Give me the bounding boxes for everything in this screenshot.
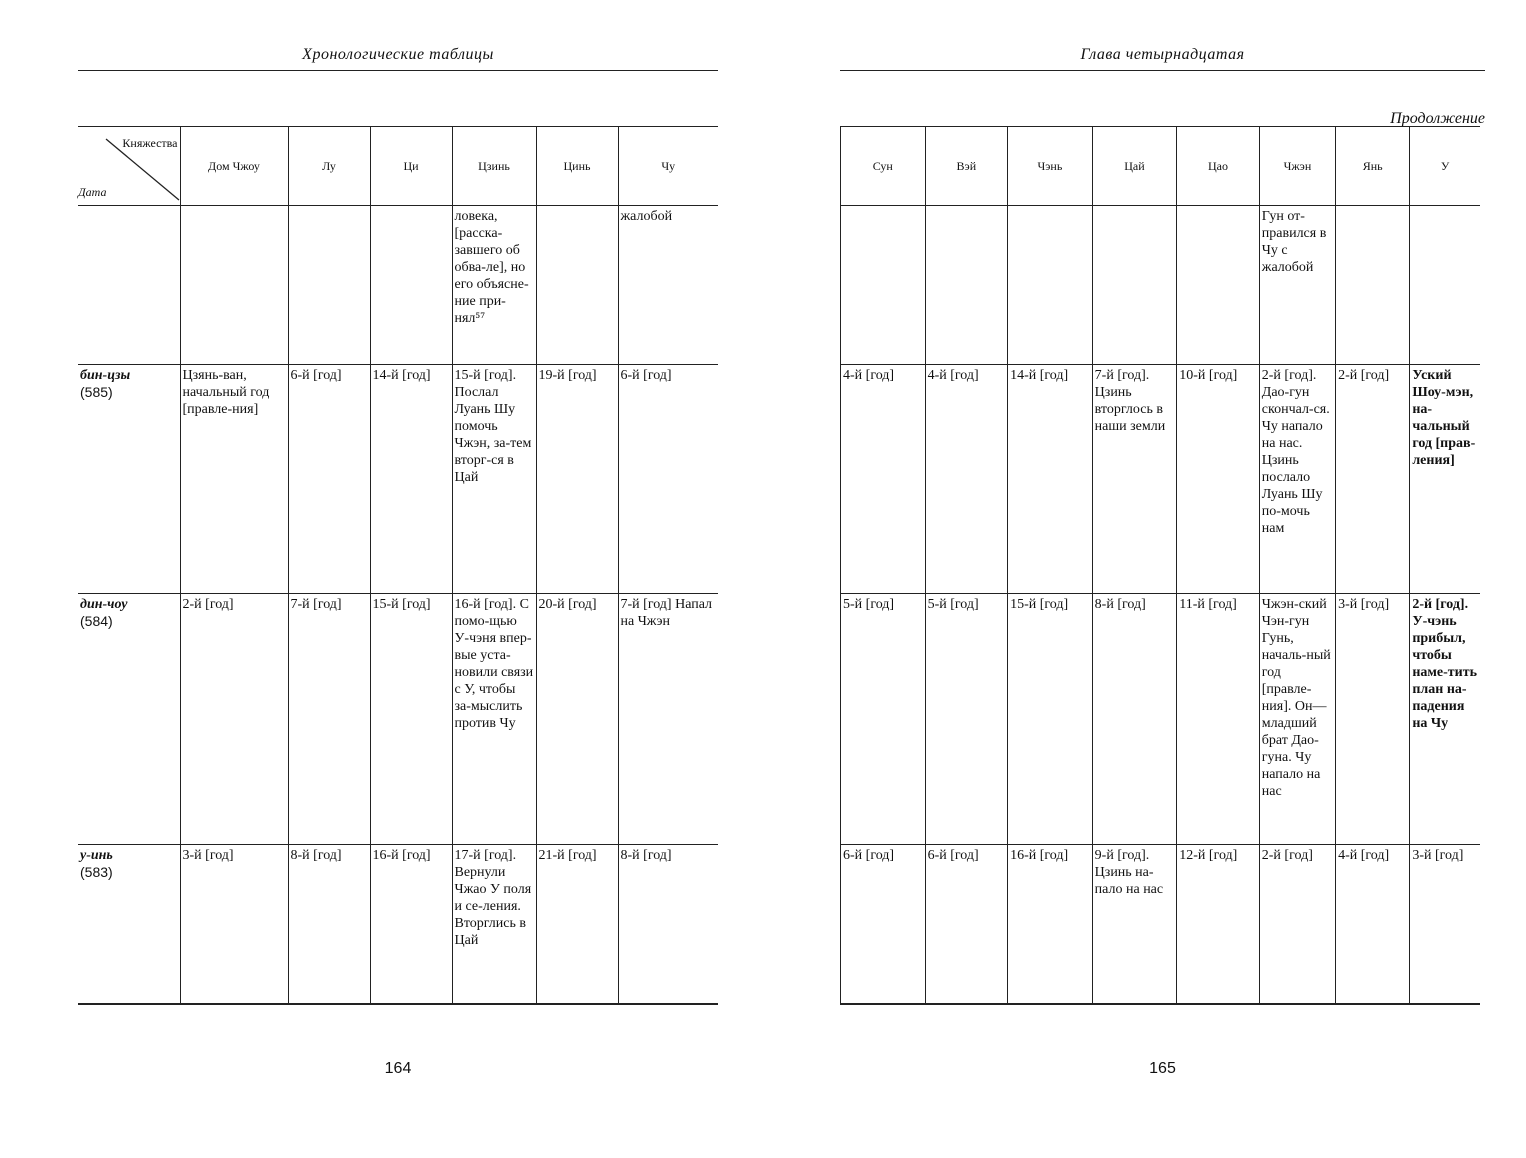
page-number-right: 165 [1149,1060,1176,1077]
table-cell: 7-й [год] [288,594,370,845]
table-cell: Цзянь-ван, начальный год [правле-ния] [180,365,288,594]
table-cell: 5-й [год] [841,594,926,845]
table-cell: 16-й [год] [370,845,452,1005]
table-row [78,594,718,845]
table-cell: 8-й [год] [618,845,718,1005]
date-cell [78,845,180,1005]
table-cell [925,206,1008,365]
table-cell: 10-й [год] [1177,365,1260,594]
table-cell: 17-й [год]. Вернули Чжао У поля и се-ления. Вторглись в Цай [452,845,536,1005]
column-header: Цао [1177,127,1260,206]
table-row [78,845,718,1005]
table-cell: 4-й [год] [1336,845,1410,1005]
table-cell [1336,206,1410,365]
column-header: Ци [370,127,452,206]
table-cell: 2-й [год] [1336,365,1410,594]
chronology-table-right [840,126,1480,1005]
date-year: (585) [80,384,113,400]
table-cell: 2-й [год]. Дао-гун скончал-ся. Чу напало на нас. Цзинь послало Луань Шу по-мочь нам [1259,365,1335,594]
date-name: у-инь [80,848,113,863]
column-header: Цинь [536,127,618,206]
table-cell: 15-й [год]. Послал Луань Шу помочь Чжэн, за-тем вторг-ся в Цай [452,365,536,594]
table-cell: 14-й [год] [370,365,452,594]
table-cell: 4-й [год] [925,365,1008,594]
page-number-left: 164 [384,1060,412,1077]
column-header: У [1410,127,1480,206]
header-row-left [78,127,718,206]
table-cell: 2-й [год] [1259,845,1335,1005]
table-cell: ловека, [расска-завшего об обва-ле], но его объясне-ние при-нял⁵⁷ [452,206,536,365]
corner-principalities-label: Княжества [122,136,178,150]
table-cell [180,206,288,365]
table-cell: 15-й [год] [370,594,452,845]
table-cell: 12-й [год] [1177,845,1260,1005]
table-cell [288,206,370,365]
table-cell: 6-й [год] [841,845,926,1005]
table-cell: 8-й [год] [288,845,370,1005]
column-header: Лу [288,127,370,206]
table-row [841,365,1481,594]
table-cell [370,206,452,365]
corner-date-label: Дата [78,185,107,199]
table-row [841,845,1481,1005]
table-cell: 9-й [год]. Цзинь на-пало на нас [1092,845,1177,1005]
column-header: Чу [618,127,718,206]
table-cell: 15-й [год] [1008,594,1093,845]
table-cell: Гун от-правился в Чу с жалобой [1259,206,1335,365]
table-row [841,594,1481,845]
chronology-table-left [78,126,718,1005]
column-header: Вэй [925,127,1008,206]
table-cell: 7-й [год] Напал на Чжэн [618,594,718,845]
running-head-left: Хронологические таблицы [302,46,494,63]
column-header: Янь [1336,127,1410,206]
table-cell: 20-й [год] [536,594,618,845]
table-cell: 11-й [год] [1177,594,1260,845]
table-cell [536,206,618,365]
table-cell [1008,206,1093,365]
table-cell: 8-й [год] [1092,594,1177,845]
table-cell: 3-й [год] [1336,594,1410,845]
table-cell: 19-й [год] [536,365,618,594]
column-header: Цзинь [452,127,536,206]
running-head-right: Глава четырнадцатая [1080,46,1245,63]
table-cell: 21-й [год] [536,845,618,1005]
column-header: Сун [841,127,926,206]
table-cell: 6-й [год] [618,365,718,594]
table-cell: Чжэн-ский Чэн-гун Гунь, началь-ный год [правле-ния]. Он— младший брат Дао-гуна. Чу напало на нас [1259,594,1335,845]
table-cell: 16-й [год]. С помо-щью У-чэня впер-вые уста-новили связи с У, чтобы за-мыслить против Чу [452,594,536,845]
column-header: Чэнь [1008,127,1093,206]
table-row [841,206,1481,365]
date-year: (583) [80,864,113,880]
table-cell: 7-й [год]. Цзинь вторглось в наши земли [1092,365,1177,594]
table-cell: 2-й [год] [180,594,288,845]
table-cell: жалобой [618,206,718,365]
table-cell: 4-й [год] [841,365,926,594]
table-cell: 5-й [год] [925,594,1008,845]
continuation-label: Продолжение [1390,110,1485,127]
date-cell [78,594,180,845]
table-cell: 6-й [год] [925,845,1008,1005]
head-rule-right [840,70,1485,71]
column-header: Дом Чжоу [180,127,288,206]
table-cell: 6-й [год] [288,365,370,594]
date-cell [78,206,180,365]
table-cell [1410,206,1480,365]
table-cell [1177,206,1260,365]
head-rule-left [78,70,718,71]
header-row-right [841,127,1481,206]
table-cell: Уский Шоу-мэн, на-чальный год [прав-ления] [1410,365,1480,594]
table-cell: 3-й [год] [1410,845,1480,1005]
table-cell: 14-й [год] [1008,365,1093,594]
table-cell [1092,206,1177,365]
table-row [78,365,718,594]
date-cell [78,365,180,594]
table-cell: 3-й [год] [180,845,288,1005]
column-header: Цай [1092,127,1177,206]
corner-header [78,127,180,206]
table-cell [841,206,926,365]
date-year: (584) [80,613,113,629]
date-name: бин-цзы [80,368,131,383]
column-header: Чжэн [1259,127,1335,206]
table-cell: 16-й [год] [1008,845,1093,1005]
table-cell: 2-й [год]. У-чэнь прибыл, чтобы наме-тить план на-падения на Чу [1410,594,1480,845]
date-name: дин-чоу [80,597,128,612]
table-row [78,206,718,365]
